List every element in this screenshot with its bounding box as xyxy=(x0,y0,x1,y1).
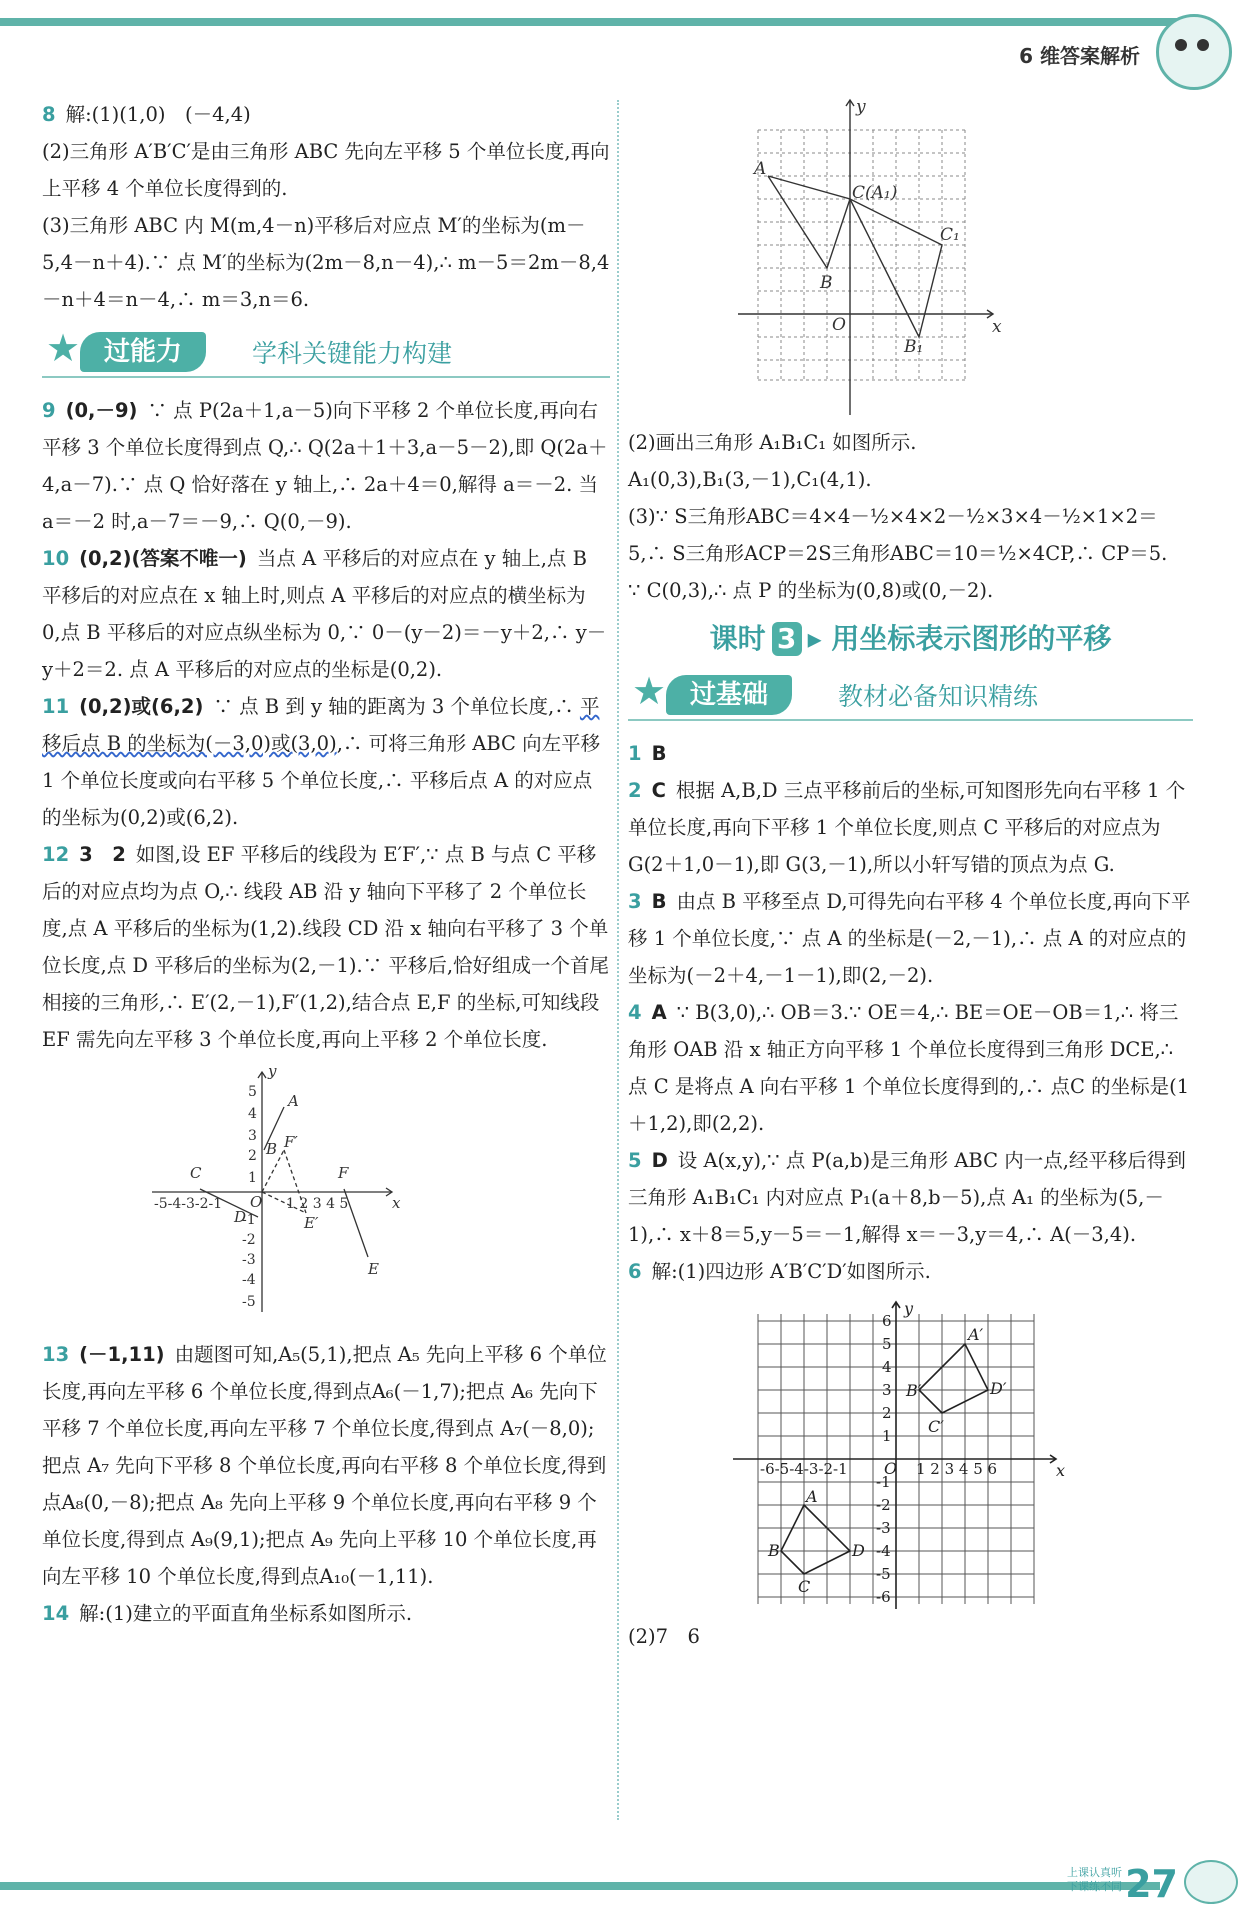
r-q1: 1 B xyxy=(628,742,667,765)
svg-text:x: x xyxy=(392,1194,401,1212)
svg-text:A: A xyxy=(754,159,767,179)
q14-answer: ∵ C(0,3),∴ 点 P 的坐标为(0,8)或(0,－2). xyxy=(628,579,994,602)
svg-text:y: y xyxy=(904,1299,914,1318)
q14-part3: (3)∵ S三角形ABC＝4×4－½×4×2－½×3×4－½×1×2＝5,∴ S三角形ACP＝2S三角形ABC＝10＝½×4CP,∴ CP＝5. xyxy=(628,505,1168,565)
r-q4: 4 A ∵ B(3,0),∴ OB＝3.∵ OE＝4,∴ BE＝OE－OB＝1,∴ 将三角形 OAB 沿 x 轴正方向平移 1 个单位长度得到三角形 DCE,∴ 点 C 是将点 A 向右平移 1 个单位长度得到的,∴ 点C 的坐标是(1＋1,2),即(2,2). xyxy=(628,1001,1190,1135)
right-column xyxy=(628,96,1193,1655)
svg-text:y: y xyxy=(268,1062,277,1080)
svg-text:C(A₁): C(A₁) xyxy=(852,183,898,203)
q13: 13 (－1,11) 由题图可知,A₅(5,1),把点 A₅ 先向上平移 6 个单位长度,再向左平移 6 个单位长度,得到点A₆(－1,7);把点 A₆ 先向下平移 7 个单位长度,再向左平移 7 个单位长度,得到点 A₇(－8,0);把点 A₇ 先向下平移 8 个单位长度,再向右平移 8 个单位长度,得到点A₈(0,－8);把点 A₈ 先向上平移 9 个单位长度,再向右平移 9 个单位长度,得到点 A₉(9,1);把点 A₉ 先向上平移 10 个单位长度,再向左平移 10 个单位长度,得到点A₁₀(－1,11). xyxy=(42,1343,607,1588)
svg-text:C₁: C₁ xyxy=(940,225,960,245)
svg-text:3: 3 xyxy=(882,1381,892,1399)
star-mascot-icon: ★ xyxy=(46,326,81,370)
svg-text:-5-4-3-2-1: -5-4-3-2-1 xyxy=(154,1196,223,1212)
q14-part2: (2)画出三角形 A₁B₁C₁ 如图所示. xyxy=(628,431,917,454)
q8-part3: (3)三角形 ABC 内 M(m,4－n)平移后对应点 M′的坐标为(m－5,4－n＋4).∵ 点 M′的坐标为(2m－8,n－4),∴ m－5＝2m－8,4－n＋4＝n－4,∴ m＝3,n＝6. xyxy=(42,214,610,311)
svg-text:D′: D′ xyxy=(990,1379,1007,1398)
r-q3: 3 B 由点 B 平移至点 D,可得先向右平移 4 个单位长度,再向下平移 1 个单位长度,∵ 点 A 的坐标是(－2,－1),∴ 点 A 的对应点的坐标为(－2＋4,－1－1),即(2,－2). xyxy=(628,890,1191,987)
svg-text:-1: -1 xyxy=(876,1473,891,1491)
svg-text:D: D xyxy=(852,1541,865,1560)
figure-q14 xyxy=(628,90,1193,420)
svg-text:O: O xyxy=(884,1459,898,1478)
svg-text:-5: -5 xyxy=(242,1294,256,1310)
svg-text:y: y xyxy=(856,97,866,117)
r-q6: 6 解:(1)四边形 A′B′C′D′如图所示. xyxy=(628,1260,931,1283)
top-bar xyxy=(0,18,1210,26)
q8-part2: (2)三角形 A′B′C′是由三角形 ABC 先向左平移 5 个单位长度,再向上平移 4 个单位长度得到的. xyxy=(42,140,610,200)
svg-text:-6: -6 xyxy=(876,1588,891,1606)
svg-text:O: O xyxy=(250,1193,263,1211)
svg-text:E′: E′ xyxy=(304,1214,319,1232)
svg-text:A: A xyxy=(806,1487,818,1506)
svg-text:A′: A′ xyxy=(968,1325,984,1344)
svg-text:B: B xyxy=(768,1541,780,1560)
svg-text:-3: -3 xyxy=(242,1252,256,1268)
svg-text:F: F xyxy=(338,1164,349,1182)
star-mascot-icon: ★ xyxy=(632,669,667,713)
svg-text:C′: C′ xyxy=(928,1417,944,1436)
banner-tag: 过基础 xyxy=(666,675,792,715)
left-column xyxy=(42,96,610,1632)
mascot-icon xyxy=(1156,14,1232,90)
svg-text:B′: B′ xyxy=(906,1381,922,1400)
banner-tag: 过能力 xyxy=(80,332,206,372)
svg-text:1 2 3 4 5 6: 1 2 3 4 5 6 xyxy=(916,1460,998,1478)
svg-text:D: D xyxy=(234,1208,247,1226)
svg-text:B: B xyxy=(266,1140,278,1158)
svg-text:F′: F′ xyxy=(284,1133,298,1151)
svg-text:B: B xyxy=(820,273,833,293)
r-q2: 2 C 根据 A,B,D 三点平移前后的坐标,可知图形先向右平移 1 个单位长度,再向下平移 1 个单位长度,则点 C 平移后的对应点为 G(2＋1,0－1),即 G(3,－1),所以小轩写错的顶点为点 G. xyxy=(628,779,1186,876)
q14-coords: A₁(0,3),B₁(3,－1),C₁(4,1). xyxy=(628,468,872,491)
svg-text:C: C xyxy=(190,1164,202,1182)
svg-text:x: x xyxy=(992,317,1002,337)
header-label: 6 维答案解析 xyxy=(1019,44,1140,68)
q11: 11 (0,2)或(6,2) ∵ 点 B 到 y 轴的距离为 3 个单位长度,∴ 平移后点 B 的坐标为(－3,0)或(3,0),∴ 可将三角形 ABC 向左平移 1 个单位长度或向右平移 5 个单位长度,∴ 平移后点 A 的对应点的坐标为(0,2)或(6,2). xyxy=(42,695,601,829)
svg-text:-6-5-4-3-2-1: -6-5-4-3-2-1 xyxy=(760,1460,848,1478)
q10: 10 (0,2)(答案不唯一) 当点 A 平移后的对应点在 y 轴上,点 B 平移后的对应点在 x 轴上时,则点 A 平移后的对应点的横坐标为 0,点 B 平移后的对应点纵坐标为 0,∵ 0－(y－2)＝－y＋2,∴ y－y＋2＝2. 点 A 平移后的对应点的坐标是(0,2). xyxy=(42,547,607,681)
svg-text:1 2 3 4 5: 1 2 3 4 5 xyxy=(286,1196,349,1212)
svg-text:1: 1 xyxy=(248,1170,257,1186)
q8: 8 解:(1)(1,0) (－4,4) xyxy=(42,103,251,126)
svg-text:-2: -2 xyxy=(876,1496,891,1514)
svg-text:4: 4 xyxy=(882,1358,892,1376)
svg-text:2: 2 xyxy=(248,1148,257,1164)
svg-text:-1: -1 xyxy=(242,1212,256,1228)
svg-text:6: 6 xyxy=(882,1312,892,1330)
svg-text:5: 5 xyxy=(248,1084,257,1100)
section-banner-basic xyxy=(628,671,1193,723)
r-q5: 5 D 设 A(x,y),∵ 点 P(a,b)是三角形 ABC 内一点,经平移后得到三角形 A₁B₁C₁ 内对应点 P₁(a＋8,b－5),点 A₁ 的坐标为(5,－1),∴ x＋8＝5,y－5＝－1,解得 x＝－3,y＝4,∴ A(－3,4). xyxy=(628,1149,1186,1246)
figure-q12 xyxy=(42,1062,610,1332)
banner-subtitle: 学科关键能力构建 xyxy=(252,339,453,368)
svg-text:-5: -5 xyxy=(876,1565,891,1583)
svg-text:4: 4 xyxy=(248,1106,257,1122)
q9: 9 (0,－9) ∵ 点 P(2a＋1,a－5)向下平移 2 个单位长度,再向右平移 3 个单位长度得到点 Q,∴ Q(2a＋1＋3,a－5－2),即 Q(2a＋4,a－7).∵ 点 Q 恰好落在 y 轴上,∴ 2a＋4＝0,解得 a＝－2. 当 a＝－2 时,a－7＝－9,∴ Q(0,－9). xyxy=(42,399,608,533)
lesson-title: 课时 3 ▸ 用坐标表示图形的平移 xyxy=(709,622,1112,655)
section-banner-ability xyxy=(42,328,610,380)
svg-text:1: 1 xyxy=(882,1427,892,1445)
svg-text:5: 5 xyxy=(882,1335,892,1353)
page-number: 27 xyxy=(1125,1862,1178,1906)
svg-text:-3: -3 xyxy=(876,1519,891,1537)
r-q6-part2: (2)7 6 xyxy=(628,1625,700,1648)
svg-text:x: x xyxy=(1056,1461,1066,1480)
svg-text:B₁: B₁ xyxy=(904,337,924,357)
svg-text:-4: -4 xyxy=(876,1542,891,1560)
footer-mascot-icon xyxy=(1184,1860,1238,1904)
svg-text:-2: -2 xyxy=(242,1232,256,1248)
svg-text:2: 2 xyxy=(882,1404,892,1422)
svg-text:3: 3 xyxy=(248,1128,257,1144)
svg-text:O: O xyxy=(832,315,846,335)
svg-text:A: A xyxy=(288,1092,299,1110)
svg-text:C: C xyxy=(798,1577,811,1596)
figure-q6 xyxy=(628,1294,1193,1614)
q14: 14 解:(1)建立的平面直角坐标系如图所示. xyxy=(42,1602,413,1625)
column-divider xyxy=(617,100,619,1820)
banner-subtitle: 教材必备知识精练 xyxy=(838,682,1039,711)
svg-text:-4: -4 xyxy=(242,1272,256,1288)
footer-bar xyxy=(0,1882,1160,1890)
footer-tag: 上课认真听 下课练不同 xyxy=(1067,1866,1122,1893)
svg-text:E: E xyxy=(368,1260,379,1278)
lesson-badge: 3 xyxy=(772,622,802,656)
q12: 12 3 2 如图,设 EF 平移后的线段为 E′F′,∵ 点 B 与点 C 平移后的对应点均为点 O,∴ 线段 AB 沿 y 轴向下平移了 2 个单位长度,点 A 平移后的坐标为(1,2).线段 CD 沿 x 轴向右平移了 3 个单位长度,点 D 平移后的坐标为(2,－1).∵ 平移后,恰好组成一个首尾相接的三角形,∴ E′(2,－1),F′(1,2),结合点 E,F 的坐标,可知线段 EF 需先向左平移 3 个单位长度,再向上平移 2 个单位长度. xyxy=(42,843,610,1051)
